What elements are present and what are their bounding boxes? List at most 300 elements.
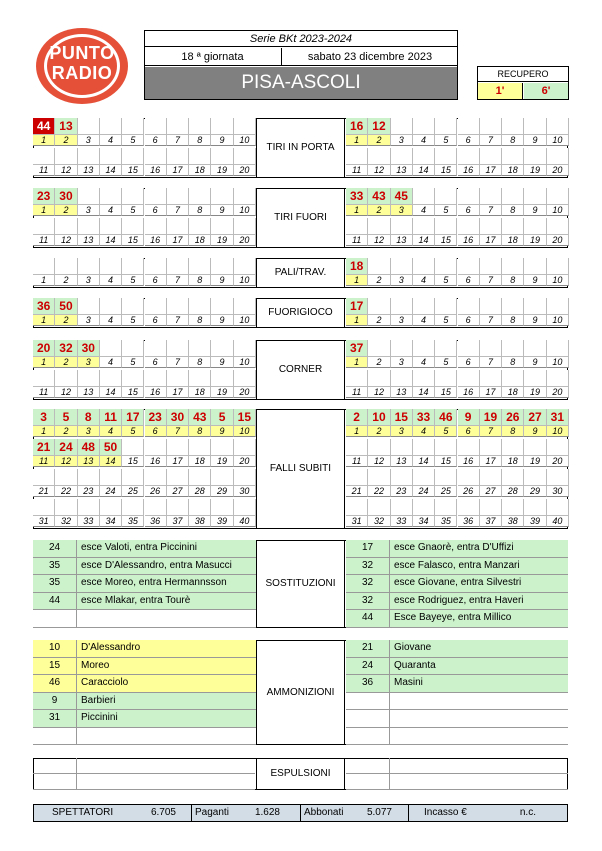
away-tiri-in-porta-minute	[524, 118, 546, 135]
home-falli-slot-number: 28	[189, 486, 211, 497]
home-pali-slot-number: 6	[145, 275, 167, 286]
away-fuorigioco-minute	[413, 298, 435, 315]
home-tiri-fuori-minute	[167, 218, 189, 235]
away-falli-minute	[524, 499, 546, 516]
away-falli-slot-number: 25	[435, 486, 457, 497]
section-label-tiri-in-porta: TIRI IN PORTA	[256, 118, 345, 178]
away-falli-minute	[547, 409, 569, 426]
away-tiri-in-porta-slot-number: 5	[435, 135, 457, 146]
minute: 9	[51, 694, 58, 706]
away-corner-slot-number: 1	[346, 357, 368, 368]
home-tiri-fuori-minute	[211, 218, 233, 235]
minute: 32	[361, 577, 374, 588]
section-label-pali: PALI/TRAV.	[256, 258, 345, 288]
home-tiri-fuori-minute	[234, 188, 256, 205]
home-pali-slot-number: 10	[234, 275, 256, 286]
ammonizioni-home-minute	[33, 675, 77, 693]
home-tiri-in-porta-minute	[167, 148, 189, 165]
home-falli-minute	[167, 499, 189, 516]
away-tiri-fuori-minute	[346, 188, 368, 205]
sostituzioni-away-minute	[346, 558, 390, 576]
home-tiri-fuori-slot-number: 20	[234, 235, 256, 246]
home-fuorigioco-slot-number: 8	[189, 315, 211, 326]
away-pali-minute	[435, 258, 457, 275]
home-falli-slot-number: 37	[167, 516, 189, 527]
away-pali-slot-number: 5	[435, 275, 457, 286]
minute-value: 12	[372, 119, 386, 133]
entry-text: Esce Bayeye, entra Millico	[394, 612, 512, 623]
espulsioni-home-entry	[77, 758, 255, 774]
home-falli-slot-number: 25	[122, 486, 144, 497]
away-tiri-in-porta-minute	[346, 118, 368, 135]
ammonizioni-home-entry	[77, 675, 256, 693]
home-tiri-fuori-minute	[211, 188, 233, 205]
home-fuorigioco-minute	[33, 298, 55, 315]
home-corner-slot-number: 16	[145, 387, 167, 398]
home-falli-minute	[55, 499, 77, 516]
home-corner-minute	[78, 340, 100, 357]
minute-value: 32	[59, 341, 73, 355]
home-corner-minute	[78, 370, 100, 387]
home-falli-slot-number: 6	[145, 426, 167, 437]
minute-value: 3	[40, 410, 47, 424]
home-tiri-in-porta-minute	[234, 148, 256, 165]
home-tiri-in-porta-minute	[211, 118, 233, 135]
away-fuorigioco-slot-number: 7	[480, 315, 502, 326]
home-tiri-fuori-slot-number: 6	[145, 205, 167, 216]
home-falli-slot-number: 30	[234, 486, 256, 497]
section-label-corner: CORNER	[256, 340, 345, 400]
away-falli-slot-number: 12	[368, 456, 390, 467]
away-tiri-in-porta-minute	[413, 118, 435, 135]
home-tiri-in-porta-minute	[55, 118, 77, 135]
home-tiri-in-porta-minute	[122, 118, 144, 135]
sostituzioni-away-entry	[390, 575, 568, 593]
minute-value: 50	[103, 440, 118, 454]
home-tiri-in-porta-slot-number: 1	[33, 135, 55, 146]
minute-value: 21	[36, 440, 51, 454]
entry-text: Moreo	[81, 659, 110, 671]
away-tiri-fuori-minute	[480, 188, 502, 205]
away-tiri-fuori-minute	[413, 218, 435, 235]
away-tiri-fuori-slot-number: 3	[391, 205, 413, 216]
sostituzioni-home-entry	[77, 593, 256, 611]
home-falli-minute	[78, 409, 100, 426]
away-tiri-fuori-slot-number: 8	[502, 205, 524, 216]
home-falli-minute	[122, 499, 144, 516]
away-falli-minute	[346, 409, 368, 426]
home-falli-minute	[33, 409, 55, 426]
match-date: sabato 23 dicembre 2023	[282, 48, 458, 66]
minute-value: 24	[59, 440, 73, 454]
home-tiri-in-porta-minute	[100, 118, 122, 135]
away-corner-minute	[480, 370, 502, 387]
away-fuorigioco-slot-number: 3	[391, 315, 413, 326]
away-falli-minute	[435, 499, 457, 516]
away-corner-slot-number: 18	[502, 387, 524, 398]
away-tiri-fuori-minute	[368, 188, 390, 205]
ammonizioni-home-minute	[33, 640, 77, 658]
recupero-label: RECUPERO	[477, 66, 569, 82]
home-falli-minute	[78, 499, 100, 516]
away-tiri-in-porta-minute	[524, 148, 546, 165]
away-fuorigioco-slot-number: 10	[547, 315, 569, 326]
away-tiri-fuori-minute	[524, 218, 546, 235]
away-tiri-in-porta-slot-number: 15	[435, 165, 457, 176]
home-falli-minute	[234, 499, 256, 516]
away-tiri-fuori-minute	[502, 218, 524, 235]
away-falli-minute	[435, 469, 457, 486]
incasso-value: n.c.	[519, 807, 536, 818]
away-falli-minute	[413, 469, 435, 486]
ammonizioni-label: AMMONIZIONI	[256, 640, 345, 745]
home-fuorigioco-minute	[78, 298, 100, 315]
home-corner-minute	[122, 340, 144, 357]
minute-value: 30	[170, 410, 185, 424]
minute: 35	[48, 559, 61, 571]
sostituzioni-away-entry	[390, 558, 568, 576]
away-falli-minute	[480, 409, 502, 426]
home-falli-minute	[33, 469, 55, 486]
home-falli-minute	[189, 469, 211, 486]
away-corner-slot-number: 13	[391, 387, 413, 398]
home-corner-slot-number: 6	[145, 357, 167, 368]
home-tiri-in-porta-slot-number: 4	[100, 135, 122, 146]
home-tiri-in-porta-minute	[167, 118, 189, 135]
away-falli-slot-number: 13	[391, 456, 413, 467]
away-tiri-in-porta-minute	[480, 148, 502, 165]
home-tiri-fuori-slot-number: 18	[189, 235, 211, 246]
home-pali-slot-number: 7	[167, 275, 189, 286]
sostituzioni-home-minute	[33, 558, 77, 576]
home-falli-minute	[55, 469, 77, 486]
home-corner-slot-number: 5	[122, 357, 144, 368]
minute-value: 37	[349, 341, 364, 355]
minute-value: 10	[372, 410, 386, 424]
away-falli-slot-number: 10	[547, 426, 569, 437]
home-falli-minute	[78, 439, 100, 456]
entry-text: Masini	[394, 677, 423, 688]
away-tiri-in-porta-minute	[502, 118, 524, 135]
away-tiri-fuori-slot-number: 7	[480, 205, 502, 216]
away-tiri-in-porta-minute	[391, 118, 413, 135]
away-falli-minute	[502, 409, 524, 426]
home-tiri-in-porta-slot-number: 10	[234, 135, 256, 146]
away-fuorigioco-minute	[368, 298, 390, 315]
home-falli-slot-number: 11	[33, 456, 55, 467]
minute: 44	[361, 612, 374, 623]
minute: 32	[361, 559, 374, 571]
home-tiri-fuori-minute	[122, 218, 144, 235]
home-corner-slot-number: 17	[167, 387, 189, 398]
away-corner-minute	[346, 340, 368, 357]
sostituzioni-home-minute	[33, 575, 77, 593]
away-falli-minute	[502, 439, 524, 456]
home-falli-slot-number: 20	[234, 456, 256, 467]
home-falli-minute	[145, 409, 167, 426]
away-corner-minute	[502, 370, 524, 387]
away-falli-minute	[502, 469, 524, 486]
espulsioni-away-entry	[390, 758, 568, 774]
away-pali-slot-number: 8	[502, 275, 524, 286]
ammonizioni-home-entry	[77, 693, 256, 711]
home-falli-minute	[55, 409, 77, 426]
away-tiri-in-porta-minute	[368, 118, 390, 135]
home-tiri-fuori-slot-number: 19	[211, 235, 233, 246]
away-corner-minute	[368, 370, 390, 387]
away-pali-minute	[502, 258, 524, 275]
spettatori-label: SPETTATORI	[52, 807, 114, 818]
home-falli-slot-number: 16	[145, 456, 167, 467]
home-corner-slot-number: 9	[211, 357, 233, 368]
away-falli-slot-number: 2	[368, 426, 390, 437]
entry-text: esce Moreo, entra Hermannsson	[81, 577, 227, 588]
home-corner-minute	[145, 340, 167, 357]
home-falli-slot-number: 32	[55, 516, 77, 527]
away-corner-minute	[391, 340, 413, 357]
home-falli-slot-number: 13	[78, 456, 100, 467]
away-tiri-fuori-minute	[346, 218, 368, 235]
away-falli-minute	[502, 499, 524, 516]
entry-text: esce Gnaorè, entra D'Uffizi	[394, 542, 514, 553]
away-corner-slot-number: 11	[346, 387, 368, 398]
round-label: 18 ª giornata	[144, 48, 282, 66]
minute-value: 2	[353, 410, 360, 424]
home-falli-slot-number: 23	[78, 486, 100, 497]
home-falli-minute	[145, 439, 167, 456]
away-falli-minute	[547, 469, 569, 486]
home-tiri-fuori-slot-number: 1	[33, 205, 55, 216]
away-tiri-in-porta-slot-number: 7	[480, 135, 502, 146]
away-tiri-in-porta-slot-number: 3	[391, 135, 413, 146]
home-corner-slot-number: 20	[234, 387, 256, 398]
away-falli-slot-number: 19	[524, 456, 546, 467]
away-corner-minute	[524, 340, 546, 357]
away-falli-minute	[547, 499, 569, 516]
home-pali-slot-number: 5	[122, 275, 144, 286]
home-corner-slot-number: 8	[189, 357, 211, 368]
home-falli-slot-number: 26	[145, 486, 167, 497]
away-falli-slot-number: 22	[368, 486, 390, 497]
away-falli-slot-number: 23	[391, 486, 413, 497]
home-tiri-fuori-slot-number: 15	[122, 235, 144, 246]
away-falli-slot-number: 37	[480, 516, 502, 527]
away-tiri-fuori-minute	[458, 218, 480, 235]
home-tiri-fuori-minute	[234, 218, 256, 235]
minute-value: 8	[84, 410, 92, 424]
away-falli-slot-number: 38	[502, 516, 524, 527]
home-pali-minute	[167, 258, 189, 275]
away-corner-minute	[547, 340, 569, 357]
home-corner-minute	[55, 370, 77, 387]
minute-value: 36	[36, 299, 51, 313]
away-tiri-fuori-minute	[458, 188, 480, 205]
home-tiri-in-porta-minute	[189, 118, 211, 135]
home-falli-minute	[167, 439, 189, 456]
away-tiri-fuori-slot-number: 18	[502, 235, 524, 246]
away-falli-minute	[346, 439, 368, 456]
away-tiri-fuori-minute	[435, 188, 457, 205]
home-tiri-fuori-minute	[189, 188, 211, 205]
away-tiri-fuori-slot-number: 19	[524, 235, 546, 246]
away-tiri-in-porta-slot-number: 8	[502, 135, 524, 146]
away-falli-slot-number: 27	[480, 486, 502, 497]
minute: 46	[48, 677, 61, 688]
minute: 44	[48, 594, 61, 606]
home-tiri-fuori-minute	[33, 218, 55, 235]
away-tiri-in-porta-minute	[458, 148, 480, 165]
home-tiri-fuori-minute	[145, 218, 167, 235]
home-tiri-in-porta-slot-number: 16	[145, 165, 167, 176]
away-corner-slot-number: 5	[435, 357, 457, 368]
ammonizioni-away-entry	[390, 693, 568, 711]
minute: 17	[361, 542, 374, 553]
away-corner-minute	[435, 340, 457, 357]
away-falli-slot-number: 29	[524, 486, 546, 497]
home-tiri-fuori-slot-number: 8	[189, 205, 211, 216]
away-tiri-fuori-minute	[547, 218, 569, 235]
home-falli-slot-number: 27	[167, 486, 189, 497]
espulsioni-label: ESPULSIONI	[256, 758, 345, 790]
home-falli-slot-number: 2	[55, 426, 77, 437]
away-tiri-fuori-minute	[368, 218, 390, 235]
sostituzioni-label: SOSTITUZIONI	[256, 540, 345, 628]
ammonizioni-away-minute	[346, 693, 390, 711]
minute-value: 19	[483, 410, 498, 424]
home-tiri-in-porta-slot-number: 13	[78, 165, 100, 176]
away-pali-slot-number: 4	[413, 275, 435, 286]
home-falli-minute	[234, 409, 256, 426]
ammonizioni-away-minute	[346, 658, 390, 676]
away-falli-minute	[346, 499, 368, 516]
home-tiri-fuori-minute	[55, 218, 77, 235]
ammonizioni-home-minute	[33, 658, 77, 676]
sostituzioni-home-entry	[77, 540, 256, 558]
home-falli-slot-number: 15	[122, 456, 144, 467]
abbonati-value: 5.077	[366, 807, 392, 818]
home-pali-minute	[122, 258, 144, 275]
home-pali-minute	[78, 258, 100, 275]
away-falli-minute	[547, 439, 569, 456]
away-corner-minute	[458, 340, 480, 357]
minute-value: 9	[464, 410, 472, 424]
away-fuorigioco-slot-number: 8	[502, 315, 524, 326]
away-tiri-fuori-minute	[413, 188, 435, 205]
recupero-second-half: 6'	[524, 83, 568, 99]
away-corner-slot-number: 19	[524, 387, 546, 398]
home-tiri-fuori-slot-number: 17	[167, 235, 189, 246]
away-falli-slot-number: 7	[480, 426, 502, 437]
ammonizioni-home-entry	[77, 640, 256, 658]
home-tiri-fuori-minute	[33, 188, 55, 205]
away-falli-minute	[458, 469, 480, 486]
home-tiri-in-porta-slot-number: 15	[122, 165, 144, 176]
home-tiri-fuori-minute	[122, 188, 144, 205]
home-tiri-fuori-minute	[145, 188, 167, 205]
home-pali-slot-number: 8	[189, 275, 211, 286]
away-tiri-in-porta-slot-number: 13	[391, 165, 413, 176]
home-falli-slot-number: 1	[33, 426, 55, 437]
home-falli-slot-number: 29	[211, 486, 233, 497]
minute-value: 30	[81, 341, 95, 355]
home-tiri-fuori-slot-number: 13	[78, 235, 100, 246]
away-corner-minute	[435, 370, 457, 387]
away-pali-slot-number: 9	[524, 275, 546, 286]
home-falli-slot-number: 14	[100, 456, 122, 467]
home-fuorigioco-slot-number: 6	[145, 315, 167, 326]
away-pali-slot-number: 3	[391, 275, 413, 286]
away-falli-slot-number: 16	[458, 456, 480, 467]
away-corner-minute	[391, 370, 413, 387]
away-pali-minute	[480, 258, 502, 275]
espulsioni-home-minute	[33, 774, 77, 790]
away-falli-minute	[368, 409, 390, 426]
home-corner-minute	[234, 370, 256, 387]
spettatori-value: 6.705	[150, 807, 176, 818]
paganti-value: 1.628	[254, 807, 280, 818]
home-tiri-fuori-slot-number: 11	[33, 235, 55, 246]
away-fuorigioco-minute	[547, 298, 569, 315]
footer-divider-1	[191, 804, 192, 822]
away-tiri-in-porta-slot-number: 17	[480, 165, 502, 176]
away-falli-minute	[368, 469, 390, 486]
ammonizioni-home-minute	[33, 710, 77, 728]
home-tiri-in-porta-minute	[122, 148, 144, 165]
home-corner-slot-number: 10	[234, 357, 256, 368]
away-tiri-in-porta-minute	[368, 148, 390, 165]
home-tiri-fuori-minute	[78, 218, 100, 235]
home-falli-slot-number: 36	[145, 516, 167, 527]
sostituzioni-home-minute	[33, 540, 77, 558]
minute: 21	[361, 642, 374, 653]
home-fuorigioco-slot-number: 9	[211, 315, 233, 326]
away-tiri-in-porta-minute	[502, 148, 524, 165]
home-tiri-in-porta-slot-number: 20	[234, 165, 256, 176]
away-tiri-fuori-minute	[524, 188, 546, 205]
home-falli-slot-number: 12	[55, 456, 77, 467]
home-corner-slot-number: 18	[189, 387, 211, 398]
home-falli-slot-number: 35	[122, 516, 144, 527]
home-falli-minute	[211, 439, 233, 456]
home-tiri-fuori-slot-number: 10	[234, 205, 256, 216]
home-pali-minute	[145, 258, 167, 275]
home-falli-minute	[189, 409, 211, 426]
home-falli-slot-number: 7	[167, 426, 189, 437]
away-tiri-in-porta-minute	[458, 118, 480, 135]
minute-value: 46	[439, 410, 453, 424]
home-falli-slot-number: 8	[189, 426, 211, 437]
home-corner-slot-number: 7	[167, 357, 189, 368]
away-corner-slot-number: 6	[458, 357, 480, 368]
away-fuorigioco-slot-number: 2	[368, 315, 390, 326]
away-falli-slot-number: 40	[547, 516, 569, 527]
away-falli-minute	[435, 439, 457, 456]
away-tiri-fuori-slot-number: 13	[391, 235, 413, 246]
entry-text: esce Giovane, entra Silvestri	[394, 577, 522, 588]
home-falli-minute	[122, 469, 144, 486]
minute-value: 18	[349, 259, 364, 273]
away-tiri-in-porta-slot-number: 14	[413, 165, 435, 176]
home-tiri-fuori-slot-number: 4	[100, 205, 122, 216]
home-falli-minute	[189, 499, 211, 516]
minute: 24	[361, 659, 374, 671]
away-pali-minute	[524, 258, 546, 275]
footer-divider-3	[408, 804, 409, 822]
away-tiri-in-porta-minute	[435, 148, 457, 165]
away-tiri-in-porta-slot-number: 10	[547, 135, 569, 146]
home-falli-minute	[145, 499, 167, 516]
minute: 24	[48, 542, 61, 553]
